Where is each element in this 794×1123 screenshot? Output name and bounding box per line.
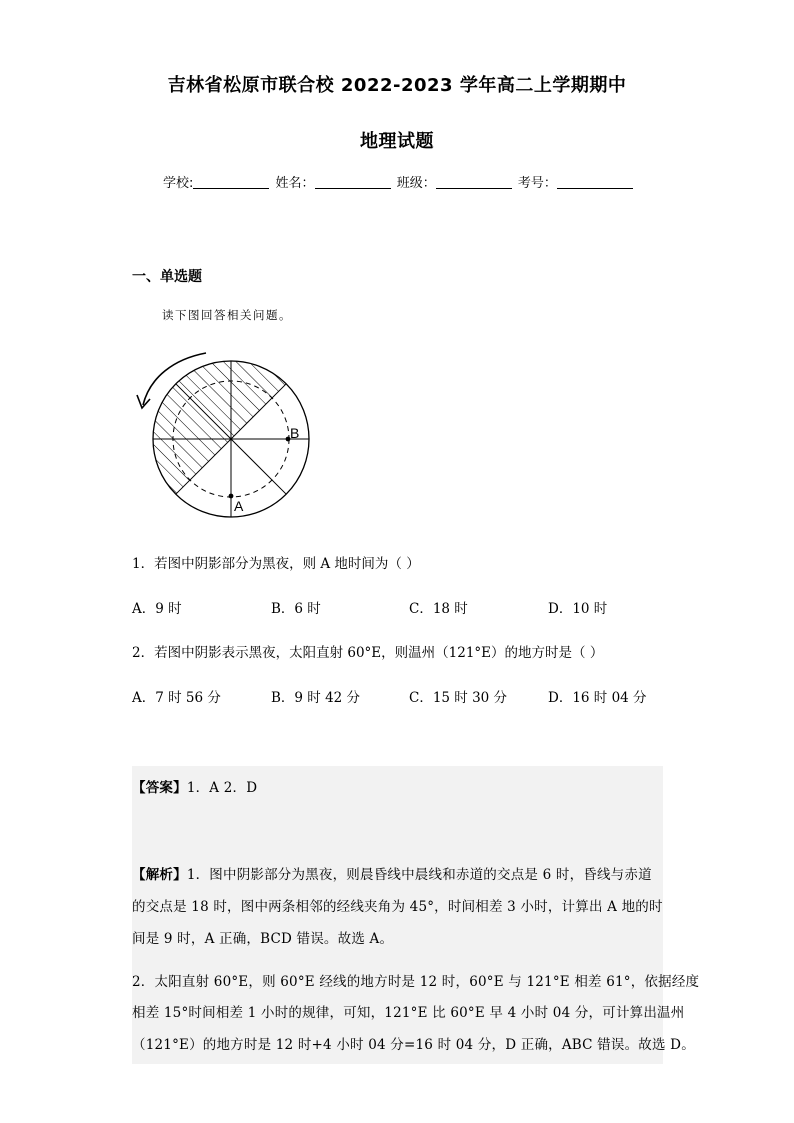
info-fields (163, 172, 635, 191)
answer-text: 1．A 2．D (186, 780, 258, 796)
question-1: 1．若图中阴影部分为黑夜，则 A 地时间为（ ） (132, 556, 420, 572)
analysis-line-2: 的交点是 18 时，图中两条相邻的经线夹角为 45°，时间相差 3 小时，计算出 A 地的时 (132, 899, 663, 915)
class-blank (436, 176, 512, 189)
q1-option-c: C．18 时 (409, 601, 468, 617)
q2-option-b: B．9 时 42 分 (271, 690, 361, 706)
q1-option-a: A．9 时 (132, 601, 182, 617)
answer-line (132, 776, 257, 796)
exam-no-label: 考号： (517, 176, 557, 191)
q2-option-a: A．7 时 56 分 (132, 690, 221, 706)
question-2: 2．若图中阴影表示黑夜，太阳直射 60°E，则温州（121°E）的地方时是（ ） (132, 645, 604, 661)
name-blank (315, 176, 391, 189)
analysis-line-3: 间是 9 时，A 正确，BCD 错误。故选 A。 (132, 931, 394, 947)
polar-view-diagram (130, 345, 330, 525)
title-line-2: 地理试题 (360, 131, 434, 152)
analysis-line-6: （121°E）的地方时是 12 时+4 小时 04 分=16 时 04 分，D 正确，ABC 错误。故选 D。 (132, 1037, 695, 1053)
class-label: 班级： (396, 176, 436, 191)
analysis-line-1: 1．图中阴影部分为黑夜，则晨昏线中晨线和赤道的交点是 6 时，昏线与赤道 (186, 867, 652, 883)
school-label: 学校: (163, 176, 194, 191)
analysis-label: 【解析】 (132, 867, 187, 883)
intro-text: 读下图回答相关问题。 (162, 308, 292, 322)
title-line-1: 吉林省松原市联合校 2022-2023 学年高二上学期期中 (167, 75, 627, 96)
name-label: 姓名： (275, 176, 315, 191)
analysis-line-5: 相差 15°时间相差 1 小时的规律，可知，121°E 比 60°E 早 4 小时 04 分，可计算出温州 (132, 1005, 685, 1021)
q1-option-b: B．6 时 (271, 601, 321, 617)
q1-option-d: D．10 时 (548, 601, 608, 617)
analysis-line (132, 863, 652, 883)
exam-no-blank (557, 176, 633, 189)
q2-option-c: C．15 时 30 分 (409, 690, 508, 706)
point-a (229, 494, 234, 499)
section-title: 一、单选题 (132, 269, 202, 285)
school-blank (193, 176, 269, 189)
q2-option-d: D．16 时 04 分 (548, 690, 647, 706)
answer-label: 【答案】 (132, 780, 187, 796)
analysis-line-4: 2．太阳直射 60°E，则 60°E 经线的地方时是 12 时，60°E 与 121°E 相差 61°，依据经度 (132, 974, 700, 990)
label-a: A (234, 498, 244, 514)
label-b: B (290, 425, 300, 441)
